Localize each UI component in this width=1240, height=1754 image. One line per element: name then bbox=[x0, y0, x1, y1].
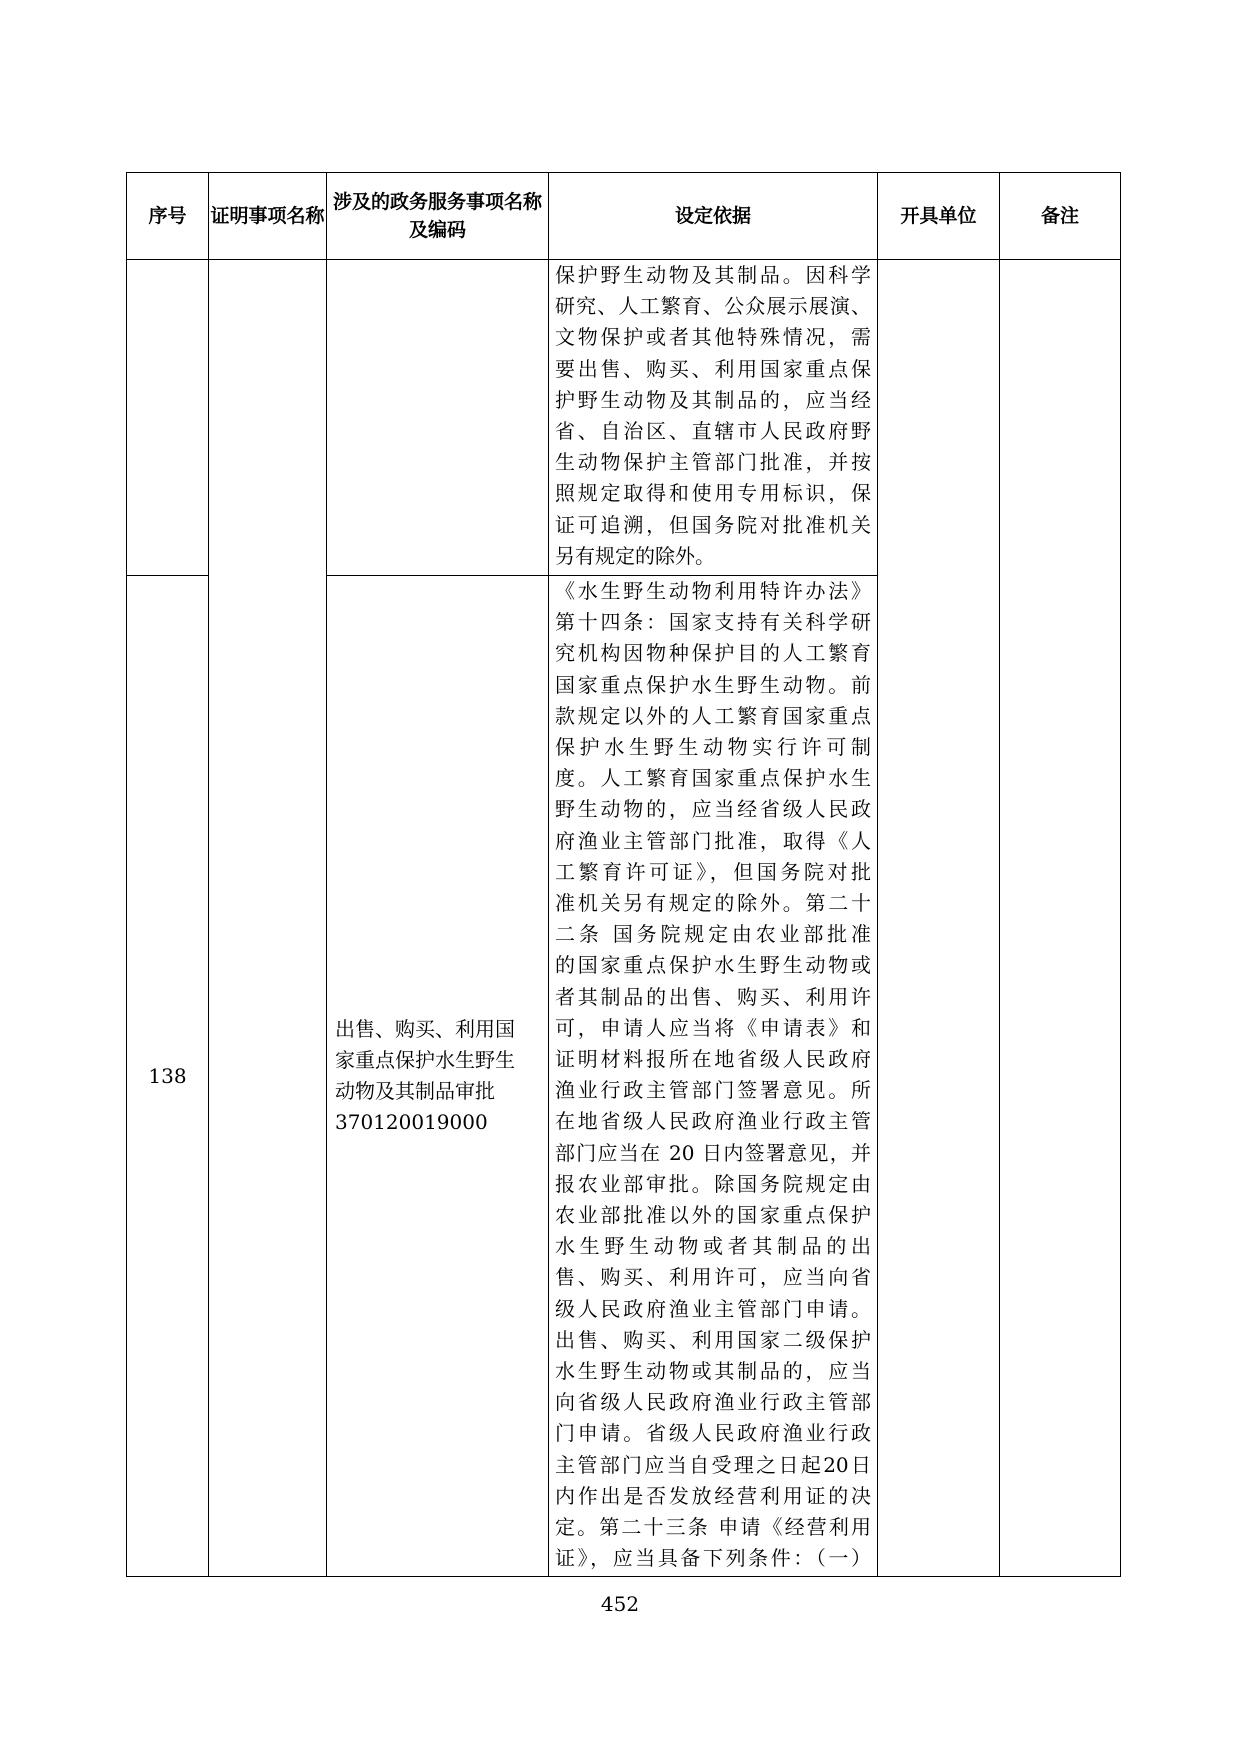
basis-line: 售、购买、利用许可，应当向省 bbox=[555, 1265, 871, 1290]
basis-line: 向省级人民政府渔业行政主管部 bbox=[555, 1390, 871, 1415]
row1-service bbox=[327, 260, 549, 576]
header-cert: 证明事项名称 bbox=[209, 173, 327, 260]
basis-line: 出售、购买、利用国家二级保护 bbox=[555, 1327, 871, 1352]
page-number: 452 bbox=[600, 1592, 640, 1616]
basis-line: 省、自治区、直辖市人民政府野 bbox=[555, 419, 871, 444]
basis-line: 证可追溯，但国务院对批准机关 bbox=[555, 512, 871, 537]
basis-line: 证明材料报所在地省级人民政府 bbox=[555, 1047, 871, 1072]
row2-seq: 138 bbox=[127, 576, 209, 1577]
basis-line: 照规定取得和使用专用标识，保 bbox=[555, 481, 871, 506]
basis-line: 保护水生野生动物实行许可制 bbox=[555, 735, 871, 760]
remarks-cell bbox=[1000, 260, 1121, 1577]
basis-line: 可，申请人应当将《申请表》和 bbox=[555, 1015, 871, 1040]
basis-line: 二条 国务院规定由农业部批准 bbox=[555, 922, 871, 947]
basis-line: 款规定以外的人工繁育国家重点 bbox=[555, 703, 871, 728]
basis-line: 部门应当在 20 日内签署意见，并 bbox=[555, 1140, 871, 1165]
table-row bbox=[127, 260, 1121, 576]
service-line: 家重点保护水生野生 bbox=[335, 1048, 515, 1072]
issuer-cell bbox=[878, 260, 1000, 1577]
cert-cell bbox=[209, 260, 327, 1577]
header-issuer: 开具单位 bbox=[878, 173, 1000, 260]
header-basis: 设定依据 bbox=[549, 173, 878, 260]
service-line: 动物及其制品审批 bbox=[335, 1079, 495, 1103]
basis-line: 另有规定的除外。 bbox=[555, 543, 715, 568]
basis-line: 保护野生动物及其制品。因科学 bbox=[555, 263, 871, 287]
basis-line: 护野生动物及其制品的，应当经 bbox=[555, 387, 871, 412]
basis-line: 主管部门应当自受理之日起20日 bbox=[555, 1452, 871, 1477]
regulation-table bbox=[126, 172, 1121, 1577]
basis-line: 内作出是否发放经营利用证的决 bbox=[555, 1483, 871, 1508]
basis-line: 农业部批准以外的国家重点保护 bbox=[555, 1203, 871, 1228]
basis-line: 要出售、购买、利用国家重点保 bbox=[555, 356, 871, 381]
basis-line: 文物保护或者其他特殊情况，需 bbox=[555, 325, 871, 350]
basis-line: 水生野生动物或者其制品的出 bbox=[555, 1234, 871, 1259]
basis-line: 定。第二十三条 申请《经营利用 bbox=[555, 1515, 871, 1540]
service-line: 出售、购买、利用国 bbox=[335, 1017, 515, 1041]
basis-line: 研究、人工繁育、公众展示展演、 bbox=[555, 294, 871, 319]
basis-line: 水生野生动物或其制品的，应当 bbox=[555, 1359, 871, 1384]
header-seq: 序号 bbox=[127, 173, 209, 260]
basis-line: 门申请。省级人民政府渔业行政 bbox=[555, 1421, 871, 1446]
basis-line: 野生动物的，应当经省级人民政 bbox=[555, 797, 871, 822]
header-service: 涉及的政务服务事项名称及编码 bbox=[327, 173, 549, 260]
basis-line: 在地省级人民政府渔业行政主管 bbox=[555, 1109, 871, 1134]
header-remarks: 备注 bbox=[1000, 173, 1121, 260]
row1-seq bbox=[127, 260, 209, 576]
basis-line: 《水生野生动物利用特许办法》 bbox=[555, 579, 871, 603]
basis-line: 准机关另有规定的除外。第二十 bbox=[555, 891, 871, 916]
basis-line: 第十四条：国家支持有关科学研 bbox=[555, 610, 871, 635]
basis-line: 的国家重点保护水生野生动物或 bbox=[555, 953, 871, 978]
basis-line: 级人民政府渔业主管部门申请。 bbox=[555, 1296, 871, 1321]
basis-line: 者其制品的出售、购买、利用许 bbox=[555, 984, 871, 1009]
row2-service bbox=[327, 576, 549, 1577]
row2-basis bbox=[549, 576, 878, 1577]
basis-line: 生动物保护主管部门批准，并按 bbox=[555, 450, 871, 475]
basis-line: 渔业行政主管部门签署意见。所 bbox=[555, 1078, 871, 1103]
row1-basis bbox=[549, 260, 878, 576]
basis-line: 报农业部审批。除国务院规定由 bbox=[555, 1171, 871, 1196]
basis-line: 国家重点保护水生野生动物。前 bbox=[555, 672, 871, 697]
header-row bbox=[127, 173, 1121, 260]
basis-line: 府渔业主管部门批准，取得《人 bbox=[555, 828, 871, 853]
basis-line: 工繁育许可证》，但国务院对批 bbox=[555, 859, 871, 884]
basis-line: 究机构因物种保护目的人工繁育 bbox=[555, 641, 871, 666]
basis-line: 证》，应当具备下列条件：（一） bbox=[555, 1546, 871, 1571]
basis-line: 度。人工繁育国家重点保护水生 bbox=[555, 766, 871, 791]
service-code: 370120019000 bbox=[335, 1110, 488, 1134]
